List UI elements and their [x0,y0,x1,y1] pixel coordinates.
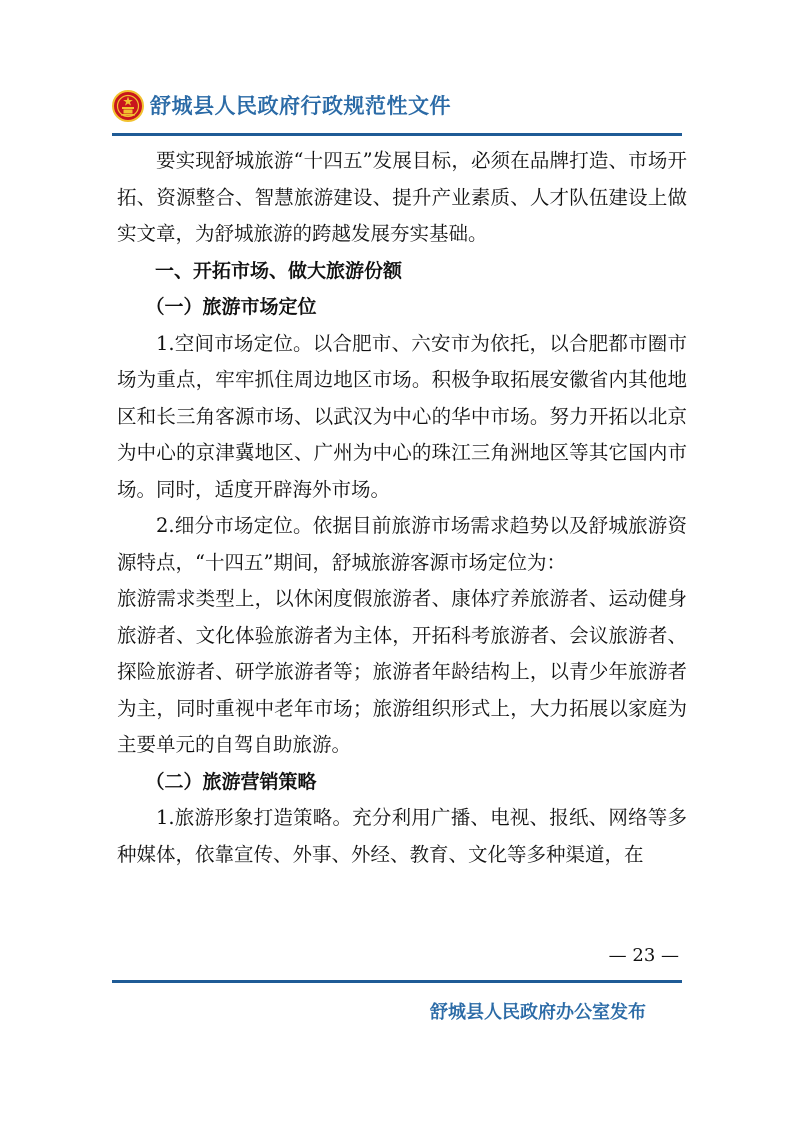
footer-publisher: 舒城县人民政府办公室发布 [430,1002,646,1023]
page-number: — 23 — [608,945,679,966]
subsection-heading-2: （二）旅游营销策略 [145,770,317,793]
footer-rule [112,980,682,983]
document-body [117,143,687,873]
national-emblem-icon [112,90,144,122]
paragraph-segment-market: 2.细分市场定位。依据目前旅游市场需求趋势以及舒城旅游资源特点，“十四五”期间，舒城旅游客源市场定位为： [117,514,687,574]
section-heading: 一、开拓市场、做大旅游份额 [155,259,403,282]
paragraph-demand-types: 旅游需求类型上，以休闲度假旅游者、康体疗养旅游者、运动健身旅游者、文化体验旅游者为主体，开拓科考旅游者、会议旅游者、探险旅游者、研学旅游者等；旅游者年龄结构上，以青少年旅游者为主，同时重视中老年市场；旅游组织形式上，大力拓展以家庭为主要单元的自驾自助旅游。 [117,587,687,756]
header-title: 舒城县人民政府行政规范性文件 [150,94,451,118]
subsection-heading-1: （一）旅游市场定位 [145,296,317,318]
header-rule [112,133,682,136]
paragraph-spatial-market: 1.空间市场定位。以合肥市、六安市为依托，以合肥都市圈市场为重点，牢牢抓住周边地区市场。积极争取拓展安徽省内其他地区和长三角客源市场、以武汉为中心的华中市场。努力开拓以北京为中心的京津冀地区、广州为中心的珠江三角洲地区等其它国内市场。同时，适度开辟海外市场。 [117,331,687,501]
paragraph-intro: 要实现舒城旅游“十四五”发展目标，必须在品牌打造、市场开拓、资源整合、智慧旅游建设、提升产业素质、人才队伍建设上做实文章，为舒城旅游的跨越发展夯实基础。 [117,149,687,245]
paragraph-image-strategy: 1.旅游形象打造策略。充分利用广播、电视、报纸、网络等多种媒体，依靠宣传、外事、外经、教育、文化等多种渠道，在 [117,806,687,866]
